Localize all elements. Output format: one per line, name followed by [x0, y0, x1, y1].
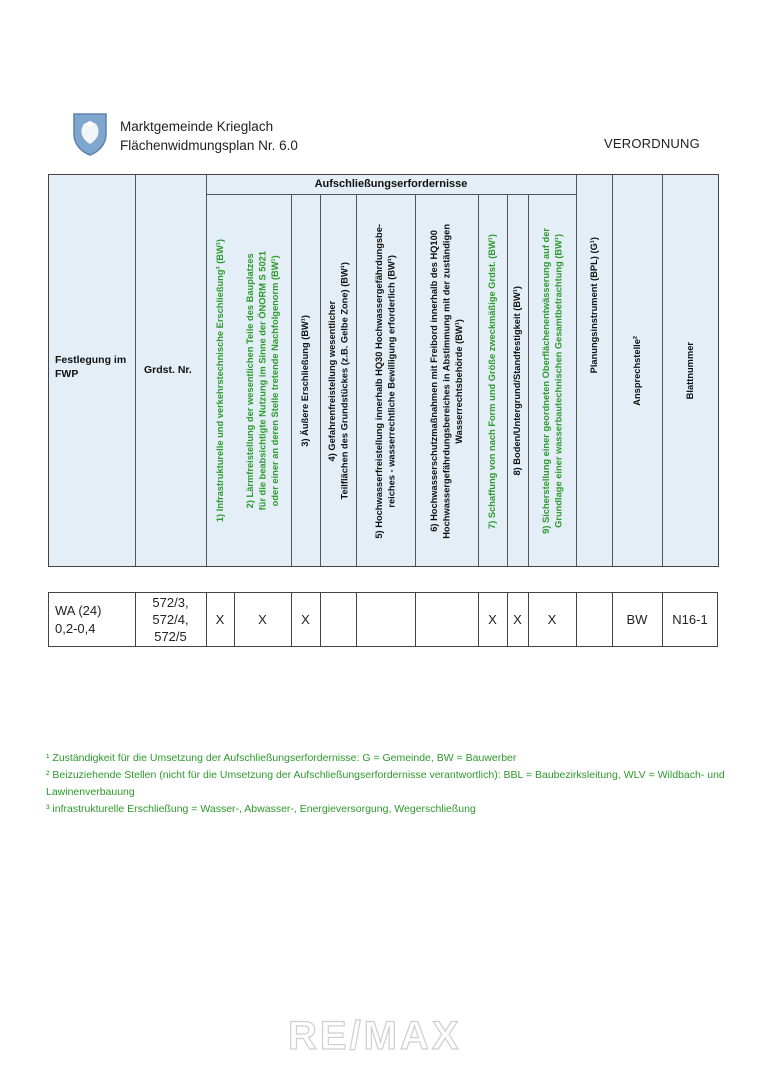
cell-c5 — [356, 593, 415, 646]
requirements-table-header — [48, 174, 719, 567]
col-2-line-2: für die beabsichtigte Nutzung im Sinne der ÖNORM S 5021 — [257, 251, 268, 511]
col-festlegung: Festlegung im FWP — [55, 354, 127, 380]
footnotes — [46, 750, 726, 818]
col-4-hazard — [320, 195, 356, 567]
footnote-3: ³ infrastrukturelle Erschließung = Wasser-, Abwasser-, Energieversorgung, Wegerschließung — [46, 803, 476, 815]
document-type: VERORDNUNG — [604, 136, 700, 151]
col-5-line-2: reiches - wasserrechtliche Bewilligung erforderlich (BW¹) — [386, 254, 397, 508]
cell-c2: X — [258, 612, 267, 627]
col-9-line-1: 9) Sicherstellung einer geordneten Oberflächenentwässerung auf der — [540, 228, 551, 534]
grdst-line-3: 572/5 — [154, 629, 187, 644]
col-9-line-2: Grundlage einer wasserbautechnischen Gesamtbetrachtung (BW¹) — [553, 234, 563, 528]
col-5-hq30 — [356, 195, 415, 567]
col-2-line-1: 2) Lärmfreistellung der wesentlichen Teile des Bauplatzes — [244, 253, 255, 509]
col-bpl — [576, 175, 612, 435]
col-6-hq100 — [415, 195, 478, 567]
col-2-line-3: oder einer an deren Stelle tretende Nachfolgenorm (BW¹) — [269, 255, 280, 507]
col-4-line-1: 4) Gefahrenfreistellung wesentlicher — [326, 300, 337, 462]
cell-c1: X — [215, 612, 225, 627]
col-3-label: 3) Äußere Erschließung (BW¹) — [300, 315, 311, 447]
footnote-2: ² Beizuziehende Stellen (nicht für die Umsetzung der Aufschließungserfordernisse verantwortlich): BBL = Baubezirksleitung, WLV = Wildbach- und Lawinenverbauung — [46, 769, 725, 798]
col-blattnummer — [662, 175, 719, 567]
col-bpl-label: Planungsinstrument (BPL) (G¹) — [588, 236, 599, 374]
col-7-plot-shape — [478, 195, 507, 567]
cell-c7: X — [488, 612, 497, 627]
festlegung-line-1: WA (24) — [55, 602, 102, 618]
cell-c4 — [320, 593, 356, 646]
col-8-soil — [507, 195, 528, 567]
col-ansprechstelle — [612, 175, 662, 567]
municipality-name: Marktgemeinde Krieglach — [120, 119, 274, 134]
col-6-line-2: Hochwassergefährdungsbereiches in Abstimmung mit der zuständigen — [441, 223, 452, 539]
grdst-line-1: 572/3, — [152, 595, 189, 610]
cell-blattnummer: N16-1 — [672, 612, 708, 627]
col-8-label: 8) Boden/Untergrund/Standfestigkeit (BW¹) — [512, 286, 523, 476]
table-row — [48, 592, 718, 647]
cell-c6 — [415, 593, 478, 646]
col-9-drainage — [528, 195, 576, 567]
remax-watermark: RE/MAX — [288, 1014, 462, 1058]
cell-c8: X — [513, 612, 522, 627]
cell-c3: X — [301, 612, 310, 627]
col-grdst: Grdst. Nr. — [144, 364, 192, 376]
cell-c9: X — [547, 612, 557, 627]
grdst-line-2: 572/4, — [152, 612, 189, 627]
col-6-line-3: Wasserrechtsbehörde (BW¹) — [453, 318, 464, 444]
municipality-header — [120, 117, 298, 155]
col-2-noise — [234, 195, 291, 567]
plan-title: Flächenwidmungsplan Nr. 6.0 — [120, 138, 298, 153]
col-1-label: 1) Infrastrukturelle und verkehrstechnische Erschließung³ (BW¹) — [214, 239, 225, 523]
group-title: Aufschließungserfordernisse — [314, 178, 468, 190]
col-ansprechstelle-label: Ansprechstelle² — [631, 336, 642, 406]
col-blattnummer-label: Blattnummer — [685, 342, 696, 400]
festlegung-line-2: 0,2-0,4 — [55, 620, 96, 636]
cell-grdst — [135, 593, 206, 646]
cell-festlegung — [49, 593, 135, 646]
coat-of-arms-icon — [72, 112, 108, 156]
cell-bpl — [576, 593, 612, 646]
col-3-external — [291, 195, 320, 567]
col-4-line-2: Teilflächen des Grundstückes (z.B. Gelbe Zone) (BW¹) — [339, 262, 349, 500]
footnote-1: ¹ Zuständigkeit für die Umsetzung der Aufschließungserfordernisse: G = Gemeinde, BW = Bauwerber — [46, 752, 517, 764]
col-5-line-1: 5) Hochwasserfreistellung innerhalb HQ30 Hochwassergefährdungsbe- — [374, 223, 384, 539]
col-6-line-1: 6) Hochwasserschutzmaßnahmen mit Freibord innerhalb des HQ100 — [428, 230, 439, 532]
col-7-label: 7) Schaffung von nach Form und Größe zweckmäßige Grdst. (BW¹) — [487, 233, 498, 529]
cell-ansprechstelle: BW — [626, 612, 648, 627]
col-1-infrastructure — [206, 195, 234, 567]
